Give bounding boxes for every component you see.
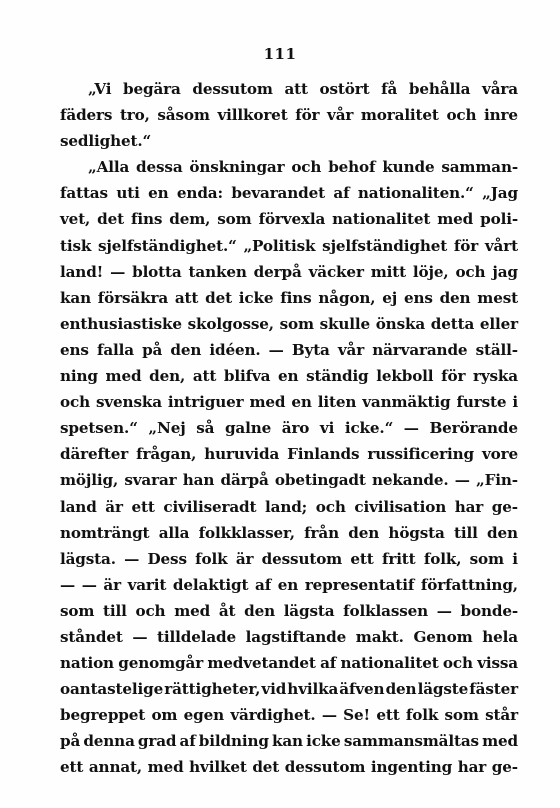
word: som xyxy=(279,314,314,333)
text-line xyxy=(60,154,518,180)
word: obetingadt xyxy=(274,471,366,490)
word: — xyxy=(321,706,337,725)
word: ståndet xyxy=(60,627,123,646)
word: nation xyxy=(60,654,114,673)
word: uti xyxy=(116,184,140,203)
word: „Alla xyxy=(88,158,130,177)
word: önskningar xyxy=(189,158,285,177)
word: och xyxy=(442,654,473,673)
word: icke xyxy=(306,732,341,751)
word: egen xyxy=(183,706,225,725)
word: folklassen xyxy=(343,601,429,620)
word: lägsta xyxy=(283,601,335,620)
text-line xyxy=(60,180,518,206)
word: och xyxy=(455,262,486,281)
word: dessutom xyxy=(192,80,273,98)
word: och xyxy=(446,106,477,125)
word: — xyxy=(132,627,148,646)
word: ej xyxy=(382,288,398,307)
word: eller xyxy=(479,314,518,333)
word: och xyxy=(60,393,90,412)
word: ställ- xyxy=(475,340,518,359)
word: skolgosse, xyxy=(187,314,274,333)
word: land; xyxy=(265,497,308,516)
word: ens xyxy=(60,340,89,359)
word: den, xyxy=(149,367,186,386)
word: sedlighet.“ xyxy=(60,132,152,151)
word: land! xyxy=(60,262,104,281)
word: är xyxy=(235,549,254,568)
word: folk xyxy=(405,706,439,725)
word: folkklasser, xyxy=(198,523,295,542)
word: tanken xyxy=(188,262,247,281)
word: som xyxy=(444,706,479,725)
text-line xyxy=(60,337,518,363)
word: sammansmältas xyxy=(343,732,479,751)
word: med xyxy=(105,367,142,386)
word: — xyxy=(110,262,126,281)
word: svarar xyxy=(124,471,177,490)
text-line xyxy=(60,233,518,259)
word: för xyxy=(441,367,466,386)
word: ning xyxy=(60,367,98,386)
word: det xyxy=(205,288,232,307)
word: med xyxy=(249,393,286,412)
word: civiliseradt xyxy=(163,497,257,516)
word: bildning xyxy=(198,732,269,751)
word: denna xyxy=(83,732,135,751)
word: med xyxy=(437,210,474,229)
word: på xyxy=(60,732,81,751)
word: Finlands xyxy=(287,445,360,464)
word: en xyxy=(148,184,169,203)
text-line xyxy=(60,546,518,572)
word: våra xyxy=(482,80,518,98)
word: falla xyxy=(96,340,134,359)
word: af xyxy=(320,654,337,673)
word: nationalitet xyxy=(332,210,431,229)
word: icke xyxy=(238,288,274,307)
text-line xyxy=(60,363,518,389)
word: äfven xyxy=(339,680,385,699)
word: så xyxy=(196,419,215,438)
word: med xyxy=(482,732,518,751)
word: dessutom xyxy=(284,758,366,777)
word: som xyxy=(60,601,95,620)
word: fäders xyxy=(60,106,113,125)
word: delaktigt xyxy=(172,575,249,594)
word: vår xyxy=(337,340,365,359)
word: den xyxy=(487,523,518,542)
text-line xyxy=(60,572,518,598)
word: har xyxy=(457,758,487,777)
word: såsom xyxy=(157,106,210,125)
word: hvilket xyxy=(189,758,247,777)
word: af xyxy=(333,184,350,203)
word: derpå xyxy=(253,262,302,281)
word: alla xyxy=(158,523,190,542)
word: lägste xyxy=(417,680,469,699)
word: hela xyxy=(482,627,518,646)
word: den xyxy=(348,523,380,542)
text-line xyxy=(60,206,518,232)
text-line xyxy=(60,76,518,102)
word: — xyxy=(268,340,284,359)
word: makt. xyxy=(355,627,404,646)
word: rättigheter, xyxy=(164,680,261,699)
word: land xyxy=(60,497,97,516)
word: närvarande xyxy=(372,340,468,359)
word: ett xyxy=(350,549,374,568)
word: kan xyxy=(271,732,303,751)
word: ett xyxy=(131,497,155,516)
word: folk xyxy=(195,549,228,568)
word: kan xyxy=(60,288,91,307)
word: skulle xyxy=(319,314,371,333)
word: nationaliten.“ xyxy=(357,184,474,203)
word: enthusiastiske xyxy=(60,314,182,333)
word: som xyxy=(469,549,504,568)
word: en xyxy=(277,575,299,594)
word: hvilka xyxy=(287,680,339,699)
text-line xyxy=(60,676,518,702)
word: är xyxy=(103,575,121,594)
word: fins xyxy=(280,288,312,307)
word: enda: xyxy=(176,184,223,203)
word: att xyxy=(284,80,308,98)
word: vissa xyxy=(477,654,518,673)
text-line xyxy=(60,467,518,493)
word: fins xyxy=(131,210,163,229)
word: få xyxy=(381,80,398,98)
word: tisk xyxy=(60,236,92,255)
word: jag xyxy=(492,262,518,281)
word: dessa xyxy=(136,158,183,177)
word: huruvida xyxy=(204,445,280,464)
word: furste xyxy=(456,393,507,412)
word: blotta xyxy=(132,262,182,281)
word: „Vi xyxy=(88,80,112,98)
word: ryska xyxy=(472,367,518,386)
word: intriguer xyxy=(167,393,244,412)
word: galne xyxy=(224,419,272,438)
word: den xyxy=(170,340,202,359)
text-line xyxy=(60,494,518,520)
word: för xyxy=(295,106,320,125)
text-line xyxy=(60,311,518,337)
word: värdighet. xyxy=(230,706,316,725)
word: den xyxy=(439,288,471,307)
word: ett xyxy=(376,706,400,725)
text-line xyxy=(60,102,518,128)
word: russificering xyxy=(367,445,474,464)
word: — xyxy=(436,601,452,620)
word: „Jag xyxy=(482,184,518,203)
word: ett xyxy=(60,758,84,777)
word: mest xyxy=(477,288,518,307)
word: det xyxy=(252,758,280,777)
word: en xyxy=(278,367,299,386)
word: högsta xyxy=(388,523,445,542)
word: vid xyxy=(261,680,287,699)
word: behof xyxy=(328,158,376,177)
word: — xyxy=(403,419,419,438)
word: Genom xyxy=(413,627,473,646)
word: begära xyxy=(123,80,181,98)
text-line xyxy=(60,520,518,546)
text-line xyxy=(60,754,518,780)
word: vanmäktig xyxy=(362,393,451,412)
word: mitt xyxy=(370,262,406,281)
word: i xyxy=(512,393,518,412)
word: förvexla xyxy=(258,210,326,229)
word: genomgår xyxy=(118,654,204,673)
word: — xyxy=(454,471,470,490)
word: sjelfständighet xyxy=(322,236,448,255)
word: „Nej xyxy=(148,419,186,438)
word: Berörande xyxy=(429,419,518,438)
word: det xyxy=(97,210,125,229)
word: tilldelade xyxy=(157,627,237,646)
word: ingenting xyxy=(370,758,453,777)
word: och xyxy=(135,601,166,620)
word: från xyxy=(304,523,339,542)
text-line xyxy=(60,128,518,154)
word: varit xyxy=(127,575,167,594)
word: en xyxy=(291,393,312,412)
page-number: 111 xyxy=(263,45,297,63)
word: till xyxy=(103,601,127,620)
word: fritt xyxy=(381,549,416,568)
word: blifva xyxy=(223,367,271,386)
word: och xyxy=(291,158,322,177)
word: liten xyxy=(317,393,357,412)
text-line xyxy=(60,389,518,415)
word: därpå xyxy=(220,471,269,490)
text-line xyxy=(60,441,518,467)
word: är xyxy=(105,497,123,516)
word: på xyxy=(142,340,163,359)
word: därefter xyxy=(60,445,129,464)
text-line xyxy=(60,415,518,441)
word: den xyxy=(385,680,417,699)
word: Dess xyxy=(147,549,187,568)
word: åt xyxy=(218,601,236,620)
word: den xyxy=(244,601,275,620)
word: „Fin- xyxy=(476,471,518,490)
word: oantastelige xyxy=(60,680,164,699)
word: vår xyxy=(327,106,354,125)
word: ens xyxy=(403,288,433,307)
word: begreppet xyxy=(60,706,146,725)
word: „Politisk xyxy=(243,236,316,255)
word: folk, xyxy=(423,549,462,568)
word: att xyxy=(174,288,199,307)
word: lägsta. xyxy=(60,549,116,568)
word: nomträngt xyxy=(60,523,150,542)
word: detta xyxy=(430,314,475,333)
text-line xyxy=(60,624,518,650)
word: villkoret xyxy=(217,106,288,125)
word: af xyxy=(255,575,272,594)
word: — xyxy=(124,549,140,568)
word: står xyxy=(485,706,518,725)
word: ge- xyxy=(491,758,518,777)
word: nekande. xyxy=(372,471,449,490)
text-line xyxy=(60,598,518,624)
word: representatif xyxy=(304,575,415,594)
word: ostört xyxy=(319,80,370,98)
word: författning, xyxy=(420,575,518,594)
word: att xyxy=(192,367,217,386)
word: bevarandet xyxy=(231,184,325,203)
word: samman- xyxy=(441,158,518,177)
word: annat, xyxy=(88,758,143,777)
word: med xyxy=(174,601,211,620)
word: fattas xyxy=(60,184,108,203)
word: vore xyxy=(481,445,518,464)
word: — xyxy=(81,575,97,594)
word: till xyxy=(454,523,478,542)
word: Byta xyxy=(291,340,330,359)
word: behålla xyxy=(408,80,471,98)
word: om xyxy=(151,706,178,725)
word: löje, xyxy=(412,262,449,281)
word: som xyxy=(217,210,252,229)
word: icke.“ xyxy=(344,419,394,438)
word: Se! xyxy=(343,706,371,725)
word: möjlig, xyxy=(60,471,119,490)
word: dem, xyxy=(169,210,211,229)
word: lekboll xyxy=(376,367,434,386)
word: vårt xyxy=(484,236,518,255)
word: önska xyxy=(375,314,426,333)
word: ständig xyxy=(306,367,369,386)
word: fäster xyxy=(469,680,518,699)
word: han xyxy=(182,471,215,490)
text-line xyxy=(60,285,518,311)
word: af xyxy=(179,732,196,751)
word: försäkra xyxy=(97,288,169,307)
word: väcker xyxy=(308,262,364,281)
word: bonde- xyxy=(460,601,518,620)
body-text xyxy=(60,76,518,781)
word: inre xyxy=(484,106,518,125)
word: äro xyxy=(281,419,310,438)
word: vi xyxy=(319,419,335,438)
word: ge- xyxy=(491,497,518,516)
word: frågan, xyxy=(136,445,197,464)
word: dessutom xyxy=(261,549,343,568)
word: har xyxy=(454,497,484,516)
text-line xyxy=(60,259,518,285)
text-line xyxy=(60,702,518,728)
word: någon, xyxy=(318,288,376,307)
word: svenska xyxy=(95,393,162,412)
word: idéen. xyxy=(209,340,261,359)
word: lagstiftande xyxy=(245,627,347,646)
text-line xyxy=(60,728,518,754)
word: vet, xyxy=(60,210,91,229)
word: spetsen.“ xyxy=(60,419,138,438)
word: moralitet xyxy=(360,106,439,125)
word: nationalitet xyxy=(340,654,439,673)
word: civilisation xyxy=(354,497,447,516)
word: — xyxy=(60,575,76,594)
word: i xyxy=(512,549,518,568)
word: för xyxy=(453,236,479,255)
word: poli- xyxy=(480,210,518,229)
word: sjelfständighet.“ xyxy=(98,236,237,255)
word: tro, xyxy=(119,106,150,125)
word: kunde xyxy=(382,158,435,177)
word: med xyxy=(147,758,184,777)
text-line xyxy=(60,650,518,676)
word: medvetandet xyxy=(207,654,316,673)
word: grad xyxy=(137,732,177,751)
word: och xyxy=(315,497,346,516)
